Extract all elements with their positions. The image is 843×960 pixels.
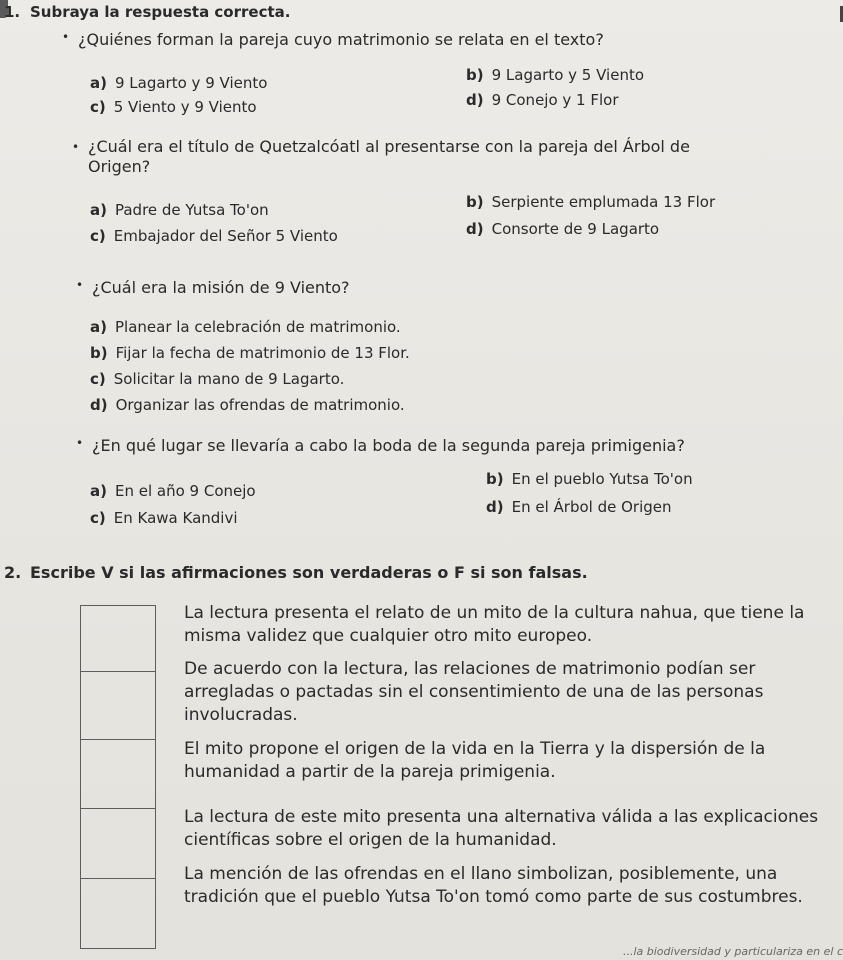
statement-2: De acuerdo con la lectura, las relaciones de matrimonio podían ser arregladas o pactadas sin el consentimiento de una de las personas involucradas.	[184, 659, 764, 725]
q4-option-a[interactable]: a) En el año 9 Conejo	[90, 482, 256, 500]
q4-option-d[interactable]: d) En el Árbol de Origen	[486, 498, 672, 516]
bullet-icon: •	[76, 436, 84, 450]
q3-option-a[interactable]: a) Planear la celebración de matrimonio.	[90, 318, 401, 336]
footer-text: ...la biodiversidad y particulariza en el c	[622, 945, 843, 958]
exercise1-title-text: Subraya la respuesta correcta.	[30, 3, 291, 21]
exercise1-number: 1.	[4, 3, 21, 21]
question-4-text: ¿En qué lugar se llevaría a cabo la boda de la segunda pareja primigenia?	[92, 436, 685, 455]
exercise2-title	[0, 563, 588, 582]
question-1	[62, 30, 604, 49]
q3-option-b[interactable]: b) Fijar la fecha de matrimonio de 13 Flor.	[90, 344, 410, 362]
bullet-icon: •	[76, 278, 84, 292]
q2-option-c[interactable]: c) Embajador del Señor 5 Viento	[90, 227, 338, 245]
q1-option-a[interactable]: a) 9 Lagarto y 9 Viento	[90, 74, 268, 92]
statement-3: El mito propone el origen de la vida en la Tierra y la dispersión de la humanidad a partir de la pareja primigenia.	[184, 739, 766, 782]
q4-option-b[interactable]: b) En el pueblo Yutsa To'on	[486, 470, 693, 488]
question-3-text: ¿Cuál era la misión de 9 Viento?	[92, 278, 350, 297]
question-3	[76, 278, 350, 297]
answer-box-1[interactable]	[80, 605, 156, 672]
question-2	[72, 137, 728, 177]
q1-option-b[interactable]: b) 9 Lagarto y 5 Viento	[466, 66, 645, 84]
exercise1-title	[0, 3, 290, 21]
q4-option-c[interactable]: c) En Kawa Kandivi	[90, 509, 238, 527]
q1-option-d[interactable]: d) 9 Conejo y 1 Flor	[466, 91, 619, 109]
answer-box-2[interactable]	[80, 672, 156, 740]
exercise2-title-text: Escribe V si las afirmaciones son verdaderas o F si son falsas.	[30, 563, 588, 582]
q2-option-d[interactable]: d) Consorte de 9 Lagarto	[466, 220, 660, 238]
statement-5: La mención de las ofrendas en el llano simbolizan, posiblemente, una tradición que el pueblo Yutsa To'on tomó como parte de sus costumbres.	[184, 864, 803, 907]
q3-option-d[interactable]: d) Organizar las ofrendas de matrimonio.	[90, 396, 405, 414]
question-2-text: ¿Cuál era el título de Quetzalcóatl al presentarse con la pareja del Árbol de Origen?	[88, 137, 690, 176]
question-4	[76, 436, 685, 455]
q2-option-b[interactable]: b) Serpiente emplumada 13 Flor	[466, 193, 716, 211]
q1-option-c[interactable]: c) 5 Viento y 9 Viento	[90, 98, 257, 116]
q3-option-c[interactable]: c) Solicitar la mano de 9 Lagarto.	[90, 370, 345, 388]
answer-box-4[interactable]	[80, 809, 156, 879]
question-1-text: ¿Quiénes forman la pareja cuyo matrimonio se relata en el texto?	[78, 30, 604, 49]
exercise2-number: 2.	[4, 563, 22, 582]
answer-box-5[interactable]	[80, 879, 156, 949]
q2-option-a[interactable]: a) Padre de Yutsa To'on	[90, 201, 269, 219]
bullet-icon: •	[62, 30, 70, 44]
bullet-icon: •	[72, 140, 80, 154]
statement-4: La lectura de este mito presenta una alternativa válida a las explicaciones científicas sobre el origen de la humanidad.	[184, 807, 819, 850]
statement-1: La lectura presenta el relato de un mito de la cultura nahua, que tiene la misma validez que cualquier otro mito europeo.	[184, 603, 805, 646]
answer-box-3[interactable]	[80, 740, 156, 809]
